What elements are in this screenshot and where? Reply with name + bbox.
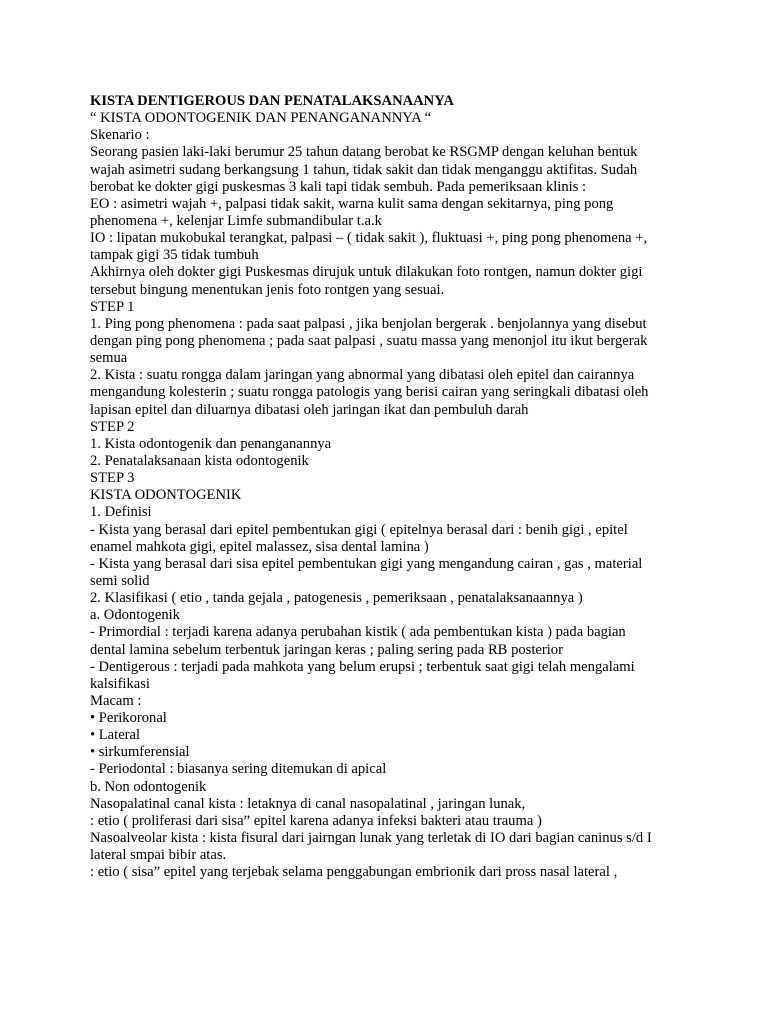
text-line: KISTA ODONTOGENIK: [90, 487, 242, 504]
text-line: 1. Kista odontogenik dan penanganannya: [90, 435, 332, 452]
text-line: - Kista yang berasal dari sisa epitel pembentukan gigi yang mengandung cairan , gas , material: [90, 555, 643, 572]
text-line: • sirkumferensial: [90, 744, 190, 761]
text-line: 1. Ping pong phenomena : pada saat palpasi , jika benjolan bergerak . benjolannya yang disebut: [90, 315, 647, 332]
text-line: STEP 1: [90, 298, 135, 315]
text-line: : etio ( sisa” epitel yang terjebak selama penggabungan embrionik dari pross nasal lateral ,: [90, 864, 618, 881]
text-line: a. Odontogenik: [90, 607, 180, 624]
text-line: lateral smpai bibir atas.: [90, 847, 227, 864]
text-line: 2. Klasifikasi ( etio , tanda gejala , patogenesis , pemeriksaan , penatalaksanaannya ): [90, 590, 583, 607]
text-line: tampak gigi 35 tidak tumbuh: [90, 247, 259, 264]
document-text-lines: [90, 110, 690, 881]
text-line: • Perikoronal: [90, 710, 167, 727]
text-line: phenomena +, kelenjar Limfe submandibular t.a.k: [90, 212, 382, 229]
text-line: STEP 3: [90, 470, 135, 487]
text-line: Seorang pasien laki-laki berumur 25 tahun datang berobat ke RSGMP dengan keluhan bentuk: [90, 144, 638, 161]
text-line: - Periodontal : biasanya sering ditemukan di apical: [90, 761, 387, 778]
text-line: mengandung kolesterin ; suatu rongga patologis yang berisi cairan yang seringkali dibatasi oleh: [90, 384, 649, 401]
text-line: berobat ke dokter gigi puskesmas 3 kali tapi tidak sembuh. Pada pemeriksaan klinis :: [90, 178, 587, 195]
text-line: Nasoalveolar kista : kista fisural dari jairngan lunak yang terletak di IO dari bagian caninus s/d I: [90, 830, 652, 847]
text-line: semi solid: [90, 572, 150, 589]
document-title: KISTA DENTIGEROUS DAN PENATALAKSANAANYA: [90, 93, 454, 109]
text-line: Macam :: [90, 692, 142, 709]
text-line: EO : asimetri wajah +, palpasi tidak sakit, warna kulit sama dengan sekitarnya, ping pong: [90, 195, 614, 212]
document-body: [90, 93, 690, 881]
text-line: lapisan epitel dan diluarnya dibatasi oleh jaringan ikat dan pembuluh darah: [90, 401, 529, 418]
text-line: IO : lipatan mukobukal terangkat, palpasi – ( tidak sakit ), fluktuasi +, ping pong phenomena +,: [90, 230, 648, 247]
text-line: dengan ping pong phenomena ; pada saat palpasi , suatu massa yang menonjol itu ikut bergerak: [90, 332, 648, 349]
text-line: wajah asimetri sudang berkangsung 1 tahun, tidak sakit dan tidak menganggu aktifitas. Sudah: [90, 161, 638, 178]
text-line: • Lateral: [90, 727, 141, 744]
text-line: 1. Definisi: [90, 504, 152, 521]
text-line: 2. Kista : suatu rongga dalam jaringan yang abnormal yang dibatasi oleh epitel dan cairannya: [90, 367, 635, 384]
text-line: “ KISTA ODONTOGENIK DAN PENANGANANNYA “: [90, 110, 432, 127]
text-line: - Primordial : terjadi karena adanya perubahan kistik ( ada pembentukan kista ) pada bagian: [90, 624, 626, 641]
text-line: Skenario :: [90, 127, 150, 144]
text-line: Akhirnya oleh dokter gigi Puskesmas dirujuk untuk dilakukan foto rontgen, namun dokter gigi: [90, 264, 643, 281]
text-line: tersebut bingung menentukan jenis foto rontgen yang sesuai.: [90, 281, 445, 298]
text-line: STEP 2: [90, 418, 135, 435]
text-line: : etio ( proliferasi dari sisa” epitel karena adanya infeksi bakteri atau trauma ): [90, 812, 542, 829]
text-line: dental lamina sebelum terbentuk jaringan keras ; paling sering pada RB posterior: [90, 641, 563, 658]
text-line: enamel mahkota gigi, epitel malassez, sisa dental lamina ): [90, 538, 429, 555]
text-line: - Dentigerous : terjadi pada mahkota yang belum erupsi ; terbentuk saat gigi telah mengalami: [90, 658, 635, 675]
text-line: 2. Penatalaksanaan kista odontogenik: [90, 452, 309, 469]
text-line: b. Non odontogenik: [90, 778, 207, 795]
text-line: semua: [90, 350, 128, 367]
text-line: kalsifikasi: [90, 675, 150, 692]
text-line: - Kista yang berasal dari epitel pembentukan gigi ( epitelnya berasal dari : benih gigi , epitel: [90, 521, 628, 538]
text-line: Nasopalatinal canal kista : letaknya di canal nasopalatinal , jaringan lunak,: [90, 795, 526, 812]
